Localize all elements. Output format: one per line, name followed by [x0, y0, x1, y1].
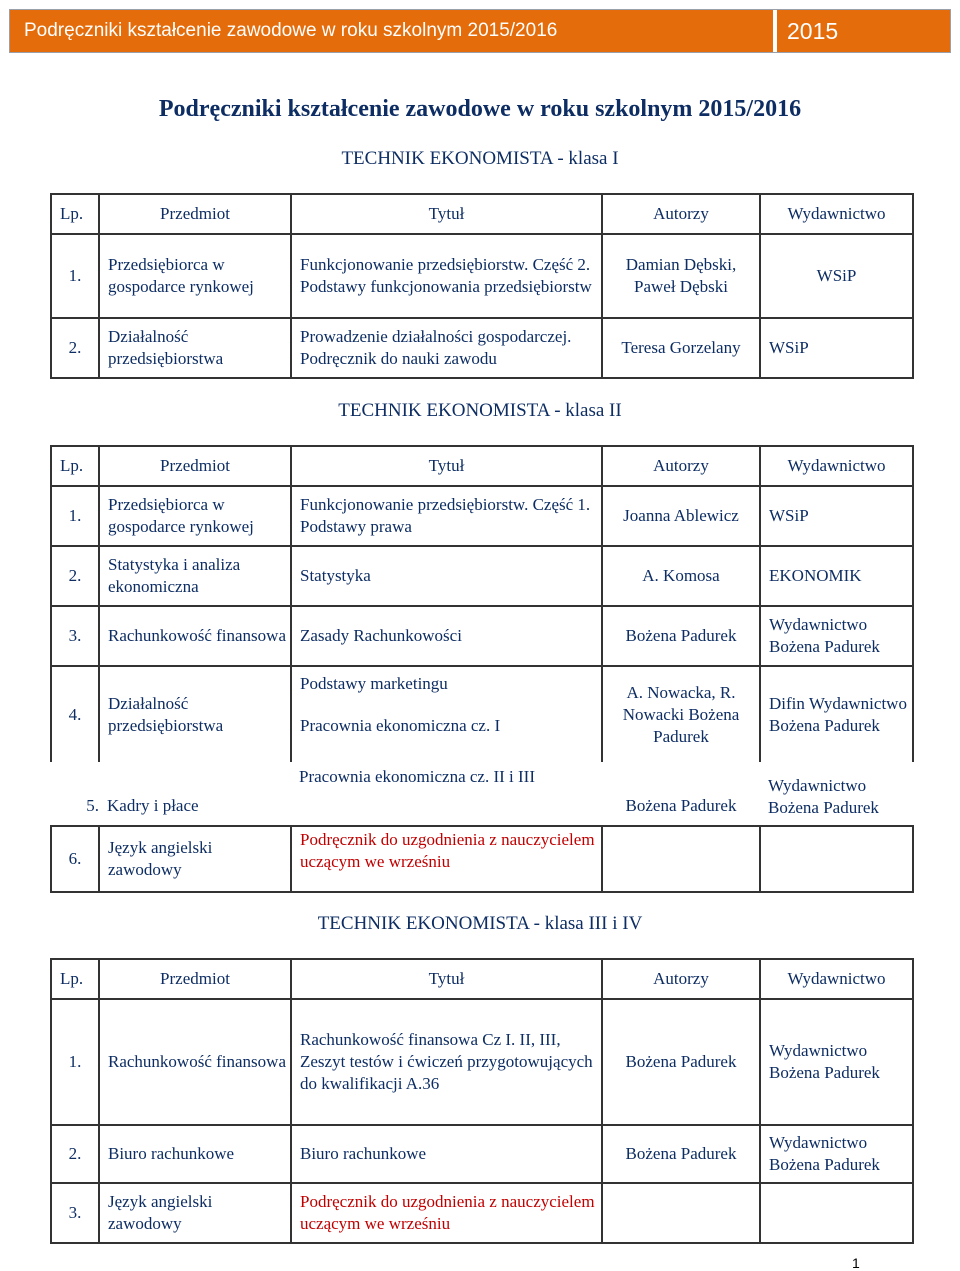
cell-wydawnictwo: WSiP — [760, 318, 913, 378]
cell-przedmiot: Kadry i płace — [107, 796, 199, 815]
section-title-klasa-2: TECHNIK EKONOMISTA - klasa II — [338, 400, 622, 421]
cell-wydawnictwo — [760, 1183, 913, 1243]
cell-lp: 1. — [51, 999, 99, 1125]
table-row — [51, 1125, 913, 1183]
table-row — [51, 999, 913, 1125]
table-header-row — [51, 446, 913, 486]
cell-przedmiot: Język angielski zawodowy — [99, 1183, 291, 1243]
cell-autorzy: A. Komosa — [602, 546, 760, 606]
tytul-line: Pracownia ekonomiczna cz. I — [300, 716, 501, 735]
column-header-autorzy: Autorzy — [602, 446, 760, 486]
cell-wydawnictwo: Wydawnictwo Bożena Padurek — [760, 999, 913, 1125]
column-header-lp: Lp. — [51, 446, 99, 486]
cell-tytul: Biuro rachunkowe — [291, 1125, 602, 1183]
cell-lp: 1. — [51, 234, 99, 318]
cell-przedmiot: Statystyka i analiza ekonomiczna — [99, 546, 291, 606]
cell-tytul — [291, 666, 602, 762]
cell-przedmiot: Rachunkowość finansowa — [99, 999, 291, 1125]
cell-tytul: Prowadzenie działalności gospodarczej. Podręcznik do nauki zawodu — [291, 318, 602, 378]
table-row — [51, 1183, 913, 1243]
cell-tytul: Podręcznik do uzgodnienia z nauczycielem uczącym we wrześniu — [291, 1183, 602, 1243]
section-title-klasa-3-4: TECHNIK EKONOMISTA - klasa III i IV — [317, 913, 643, 934]
cell-tytul: Zasady Rachunkowości — [291, 606, 602, 666]
cell-lp: 2. — [51, 1125, 99, 1183]
document-title: Podręczniki kształcenie zawodowe w roku szkolnym 2015/2016 — [158, 96, 802, 122]
cell-przedmiot: Przedsiębiorca w gospodarce rynkowej — [99, 486, 291, 546]
cell-przedmiot: Język angielski zawodowy — [99, 826, 291, 892]
table-row — [51, 486, 913, 546]
column-header-przedmiot: Przedmiot — [99, 446, 291, 486]
cell-wydawnictwo — [760, 826, 913, 892]
cell-wydawnictwo: WSiP — [760, 234, 913, 318]
column-header-tytul: Tytuł — [291, 194, 602, 234]
table-row — [51, 762, 913, 826]
cell-tytul: Podręcznik do uzgodnienia z nauczycielem uczącym we wrześniu — [291, 826, 602, 892]
table-header-row — [51, 959, 913, 999]
table-row — [51, 318, 913, 378]
cell-lp: 4. — [51, 666, 99, 762]
column-header-tytul: Tytuł — [291, 446, 602, 486]
cell-tytul: Funkcjonowanie przedsiębiorstw. Część 1. Podstawy prawa — [291, 486, 602, 546]
cell-lp: 5. — [86, 796, 99, 815]
cell-przedmiot: Działalność przedsiębiorstwa — [99, 318, 291, 378]
cell-lp: 1. — [51, 486, 99, 546]
cell-autorzy: Joanna Ablewicz — [602, 486, 760, 546]
cell-autorzy — [602, 826, 760, 892]
table-row — [51, 234, 913, 318]
cell-tytul: Rachunkowość finansowa Cz I. II, III, Zeszyt testów i ćwiczeń przygotowujących do kwalifikacji A.36 — [291, 999, 602, 1125]
cell-wydawnictwo: WSiP — [760, 486, 913, 546]
table-klasa-2 — [50, 445, 914, 893]
cell-lp: 3. — [51, 606, 99, 666]
page-number: 1 — [852, 1255, 860, 1271]
cell-wydawnictwo: EKONOMIK — [760, 546, 913, 606]
cell-przedmiot: Działalność przedsiębiorstwa — [99, 666, 291, 762]
column-header-wydawnictwo: Wydawnictwo — [760, 959, 913, 999]
cell-wydawnictwo: Wydawnictwo Bożena Padurek — [760, 1125, 913, 1183]
column-header-autorzy: Autorzy — [602, 194, 760, 234]
cell-autorzy: Teresa Gorzelany — [602, 318, 760, 378]
table-row — [51, 666, 913, 762]
header-title: Podręczniki kształcenie zawodowe w roku szkolnym 2015/2016 — [10, 10, 773, 52]
cell-wydawnictwo: Wydawnictwo Bożena Padurek — [760, 606, 913, 666]
header-year: 2015 — [773, 10, 950, 52]
cell-wydawnictwo: Wydawnictwo Bożena Padurek — [768, 776, 879, 817]
cell-przedmiot: Rachunkowość finansowa — [99, 606, 291, 666]
cell-autorzy: A. Nowacka, R. Nowacki Bożena Padurek — [602, 666, 760, 762]
cell-przedmiot: Przedsiębiorca w gospodarce rynkowej — [99, 234, 291, 318]
table-row — [51, 826, 913, 892]
cell-lp: 3. — [51, 1183, 99, 1243]
cell-autorzy: Bożena Padurek — [602, 1125, 760, 1183]
column-header-tytul: Tytuł — [291, 959, 602, 999]
tytul-line: Podstawy marketingu — [300, 674, 448, 693]
cell-tytul: Pracownia ekonomiczna cz. II i III — [299, 767, 535, 786]
table-header-row — [51, 194, 913, 234]
cell-tytul: Funkcjonowanie przedsiębiorstw. Część 2. Podstawy funkcjonowania przedsiębiorstw — [291, 234, 602, 318]
table-klasa-1 — [50, 193, 914, 379]
column-header-przedmiot: Przedmiot — [99, 194, 291, 234]
cell-autorzy — [602, 1183, 760, 1243]
column-header-autorzy: Autorzy — [602, 959, 760, 999]
column-header-lp: Lp. — [51, 959, 99, 999]
cell-lp: 2. — [51, 546, 99, 606]
cell-autorzy: Damian Dębski, Paweł Dębski — [602, 234, 760, 318]
table-row — [51, 546, 913, 606]
cell-autorzy: Bożena Padurek — [602, 606, 760, 666]
cell-tytul: Statystyka — [291, 546, 602, 606]
cell-autorzy: Bożena Padurek — [602, 999, 760, 1125]
cell-autorzy: Bożena Padurek — [625, 796, 737, 815]
section-title-klasa-1: TECHNIK EKONOMISTA - klasa I — [341, 148, 619, 169]
cell-wydawnictwo: Difin Wydawnictwo Bożena Padurek — [760, 666, 913, 762]
page-header — [9, 9, 951, 53]
column-header-wydawnictwo: Wydawnictwo — [760, 194, 913, 234]
table-row — [51, 606, 913, 666]
table-klasa-3-4 — [50, 958, 914, 1244]
column-header-lp: Lp. — [51, 194, 99, 234]
cell-lp: 2. — [51, 318, 99, 378]
cell-lp: 6. — [51, 826, 99, 892]
column-header-przedmiot: Przedmiot — [99, 959, 291, 999]
column-header-wydawnictwo: Wydawnictwo — [760, 446, 913, 486]
cell-przedmiot: Biuro rachunkowe — [99, 1125, 291, 1183]
